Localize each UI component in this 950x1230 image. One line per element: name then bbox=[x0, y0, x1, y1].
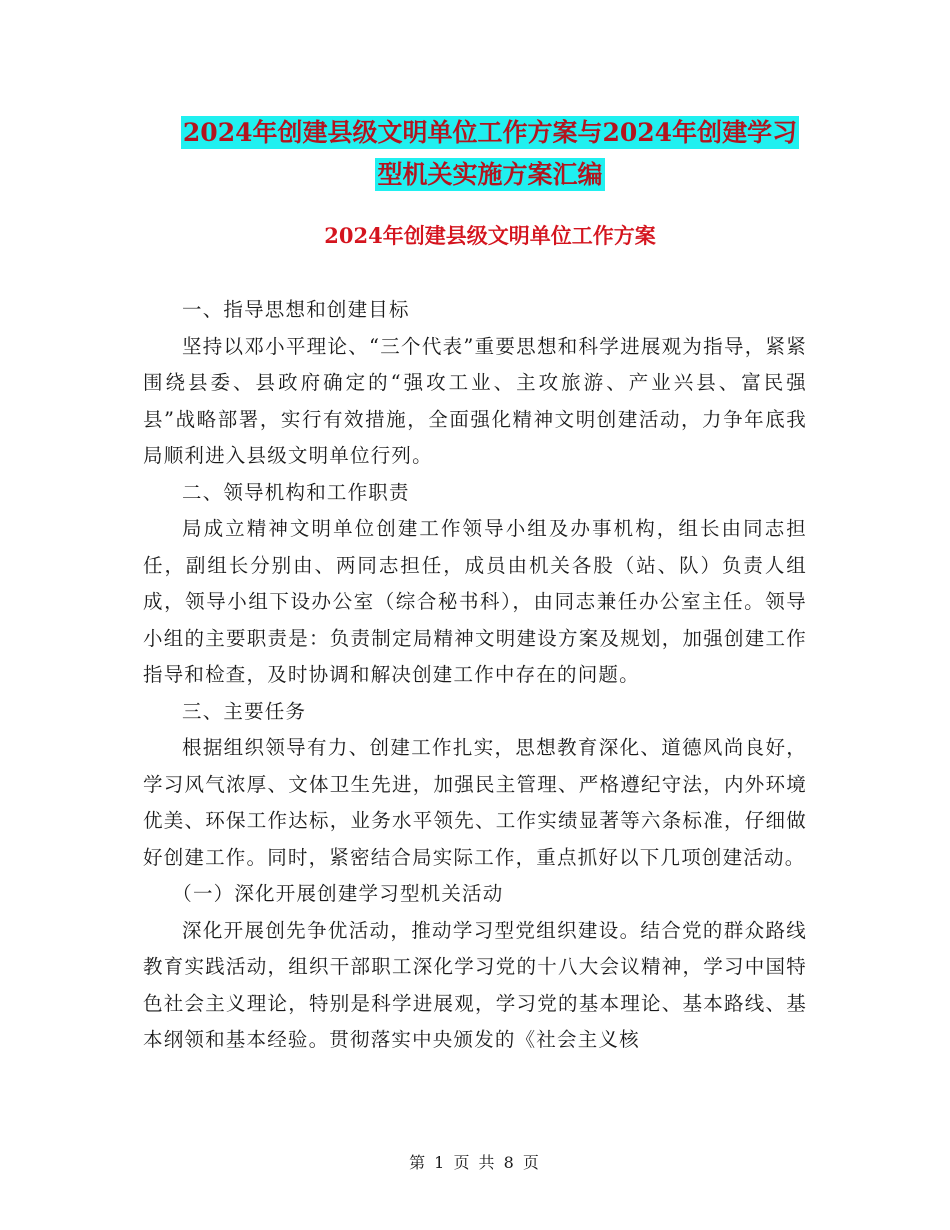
paragraph-main-tasks: 根据组织领导有力、创建工作扎实，思想教育深化、道德风尚良好，学习风气浓厚、文体卫生先进，加强民主管理、严格遵纪守法，内外环境优美、环保工作达标，业务水平领先、工作实绩显著等六条标准，仔细做好创建工作。同时，紧密结合局实际工作，重点抓好以下几项创建活动。 bbox=[143, 736, 807, 869]
paragraph-learning-organization: 深化开展创先争优活动，推动学习型党组织建设。结合党的群众路线教育实践活动，组织干部职工深化学习党的十八大会议精神，学习中国特色社会主义理论，特别是科学进展观，学习党的基本理论、基本路线、基本纲领和基本经验。贯彻落实中央颁发的《社会主义核 bbox=[143, 918, 807, 1051]
heading-guiding-thought: 一、指导思想和创建目标 bbox=[182, 298, 410, 321]
heading-main-tasks: 三、主要任务 bbox=[182, 699, 307, 723]
subheading-learning-organization: （一）深化开展创建学习型机关活动 bbox=[172, 882, 504, 905]
document-title-line-2 bbox=[140, 152, 840, 198]
heading-leadership: 二、领导机构和工作职责 bbox=[182, 480, 410, 504]
paragraph-leadership: 局成立精神文明单位创建工作领导小组及办事机构，组长由同志担任，副组长分别由、两同志担任，成员由机关各股（站、队）负责人组成，领导小组下设办公室（综合秘书科），由同志兼任办公室主任。领导小组的主要职责是：负责制定局精神文明建设方案及规划，加强创建工作指导和检查，及时协调和解决创建工作中存在的问题。 bbox=[143, 517, 807, 686]
document-title-line-1 bbox=[140, 110, 840, 156]
page-number-footer: 第 1 页 共 8 页 bbox=[409, 1153, 541, 1172]
title-highlight-2: 型机关实施方案汇编 bbox=[377, 160, 603, 189]
document-body bbox=[143, 292, 807, 1059]
section-title: 2024年创建县级文明单位工作方案 bbox=[324, 223, 656, 248]
paragraph-guiding-thought: 坚持以邓小平理论、“三个代表”重要思想和科学进展观为指导，紧紧围绕县委、县政府确定的“强攻工业、主攻旅游、产业兴县、富民强县”战略部署，实行有效措施，全面强化精神文明创建活动，力争年底我局顺利进入县级文明单位行列。 bbox=[143, 334, 807, 467]
title-highlight-1: 2024年创建县级文明单位工作方案与2024年创建学习 bbox=[182, 118, 798, 147]
